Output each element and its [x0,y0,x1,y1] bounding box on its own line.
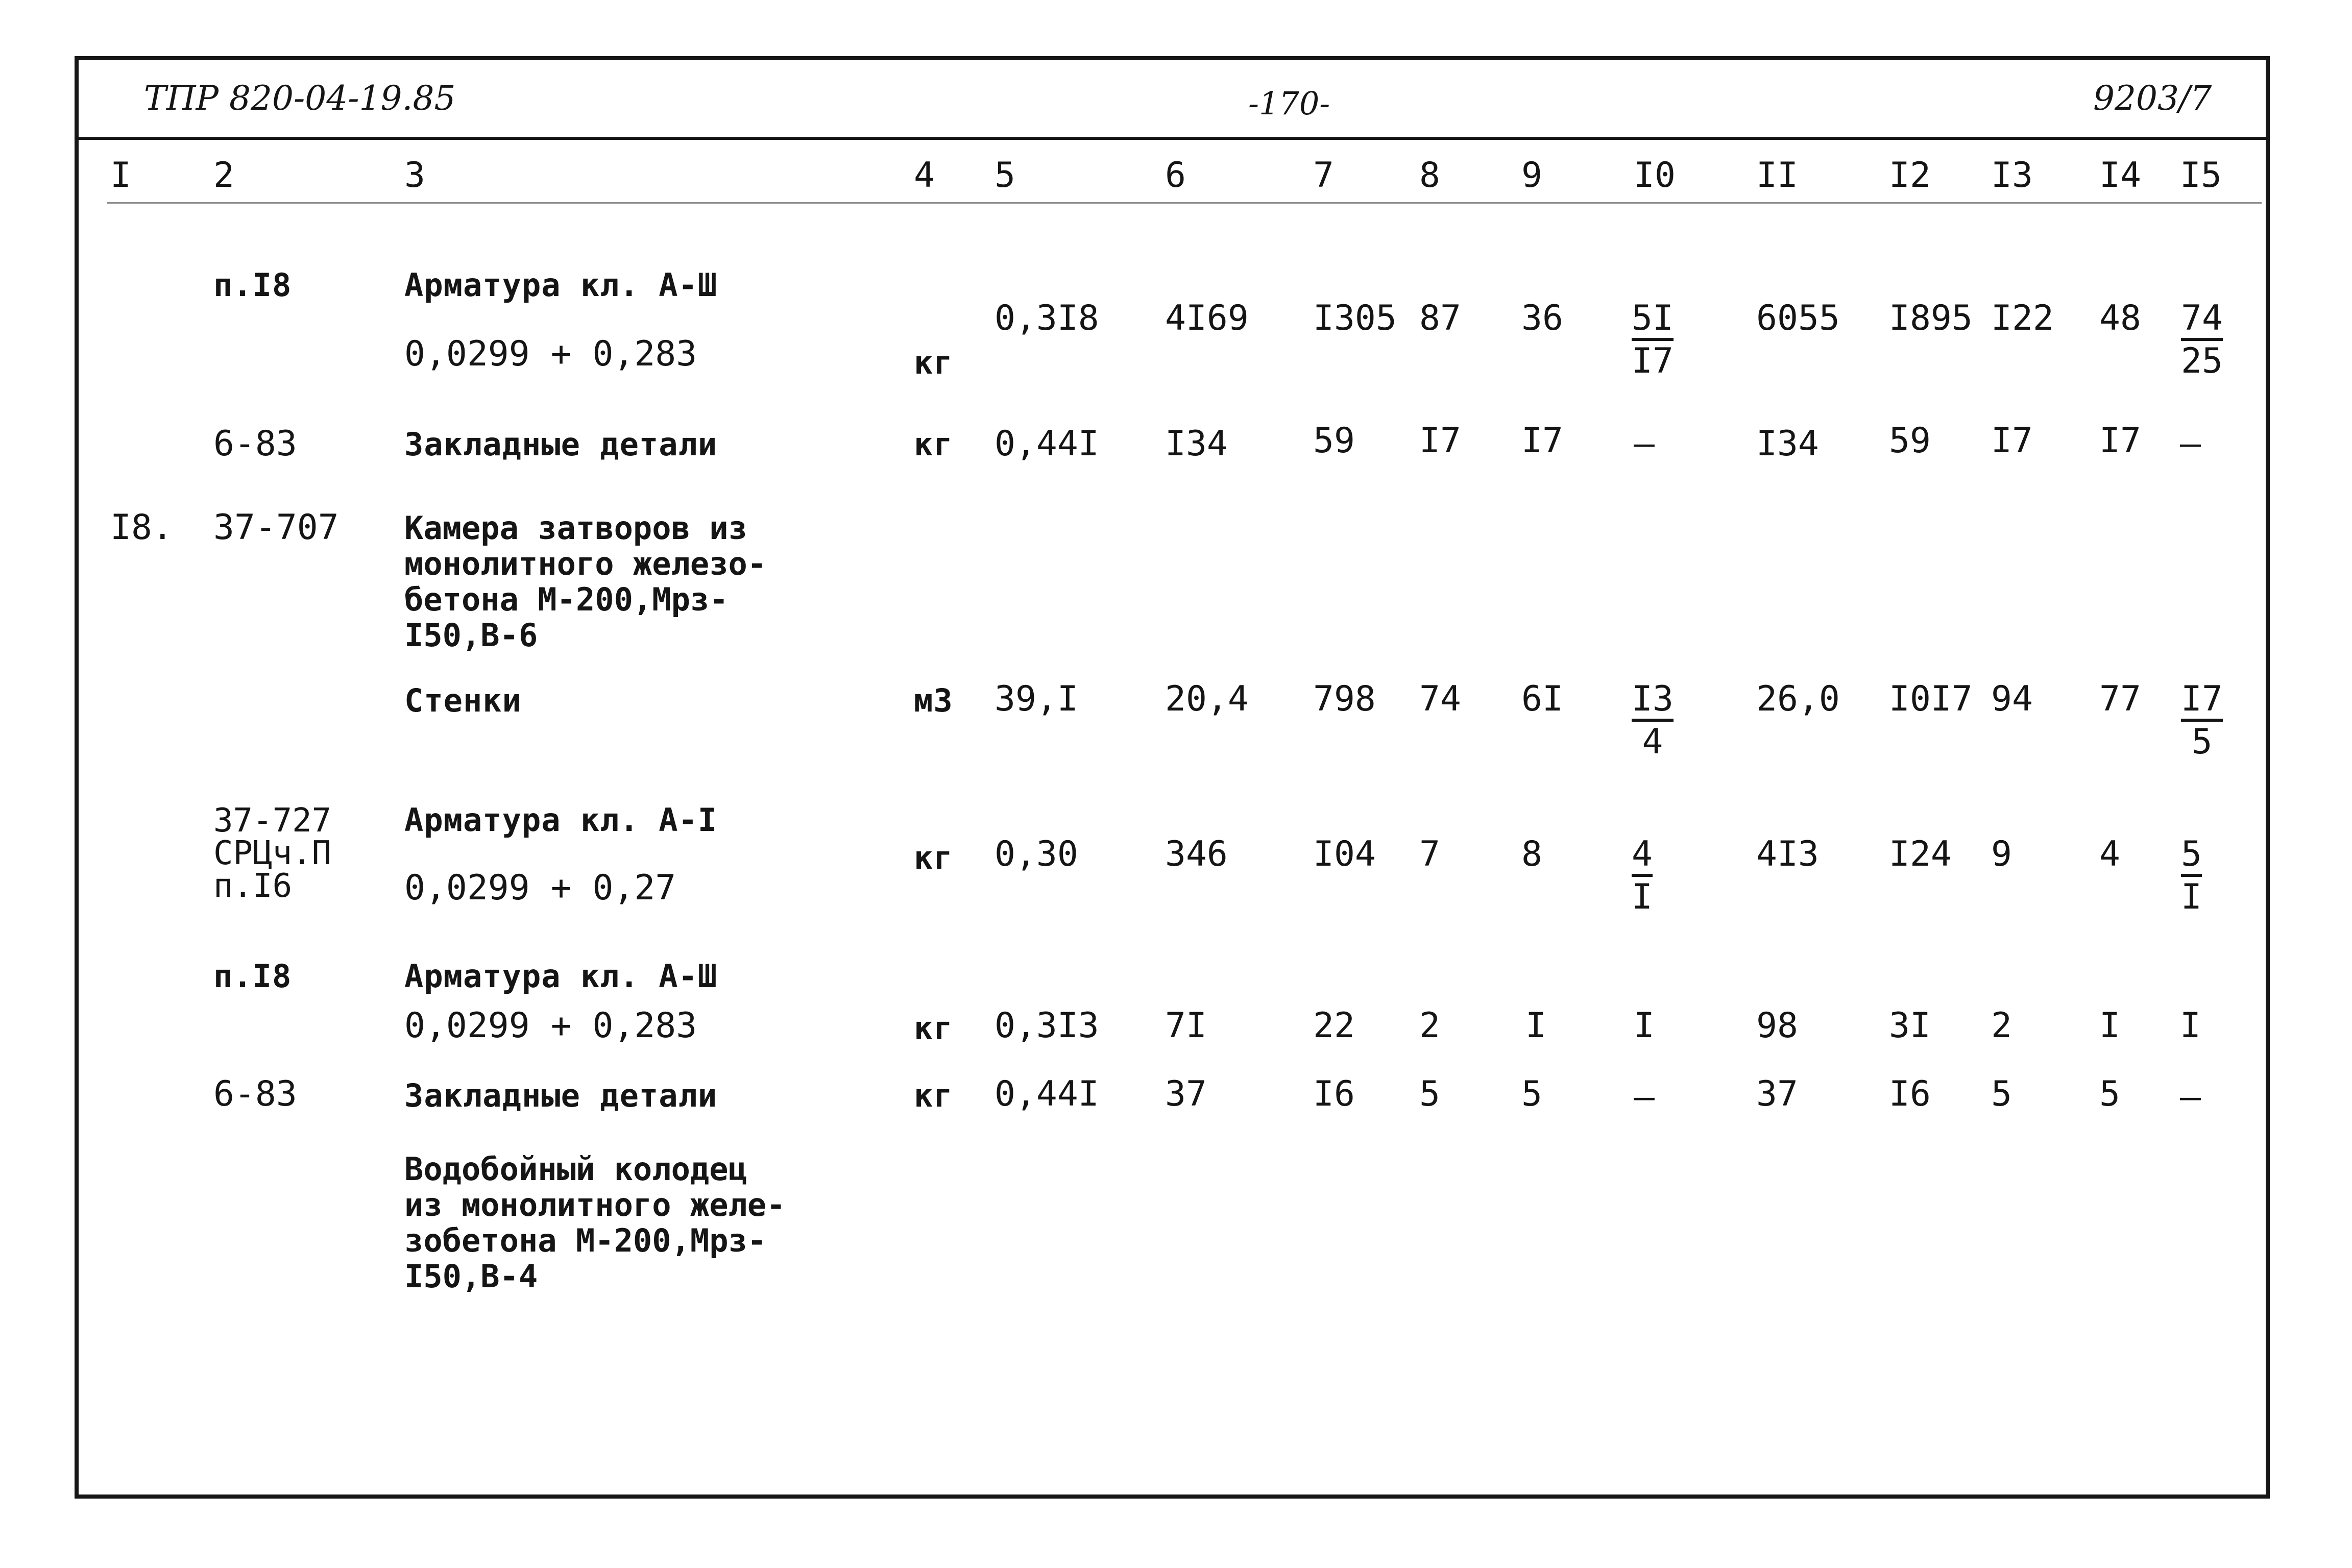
row-unit: кг [914,1077,953,1114]
row-name: Арматура кл. А-I [404,801,718,839]
denominator: I [1632,877,1653,917]
cell-9: 8 [1521,834,1542,874]
cell-12: I0I7 [1889,679,1973,719]
cell-6: 37 [1165,1074,1207,1114]
cell-6: 20,4 [1165,679,1249,719]
row-code: 37-707 [213,507,339,548]
column-header: I0 [1634,155,1676,195]
numerator: 4 [1632,837,1653,877]
cell-6: 4I69 [1165,298,1249,338]
row-formula: 0,0299 + 0,283 [404,1006,697,1046]
sheet-number: 9203/7 [2093,79,2212,118]
row-name-line: I50,В-4 [404,1258,538,1295]
cell-15: – [2180,424,2201,464]
row-code-line: 37-727 [213,802,332,840]
row-name: Арматура кл. А-Ш [404,958,718,995]
cell-8: 2 [1419,1006,1440,1046]
column-header: I4 [2099,155,2141,195]
row-code: 6-83 [213,424,297,464]
numerator: 74 [2181,301,2223,341]
row-name-line: Водобойный колодец [404,1150,747,1188]
cell-11: 37 [1756,1074,1798,1114]
cell-12: 59 [1889,421,1931,461]
cell-13: 9 [1991,834,2012,874]
column-header-rule [107,202,2262,204]
cell-9: 5 [1521,1074,1542,1114]
cell-7: I6 [1313,1074,1355,1114]
cell-8: 7 [1419,834,1440,874]
cell-7: 798 [1313,679,1376,719]
cell-10: – [1634,1077,1655,1117]
cell-11: 98 [1756,1006,1798,1046]
cell-11: 6055 [1756,298,1840,338]
column-header: I [110,155,131,195]
column-header: I3 [1991,155,2033,195]
row-name-line: I50,В-6 [404,617,538,654]
cell-11: I34 [1756,424,1819,464]
numerator: I3 [1632,682,1674,722]
cell-12: I6 [1889,1074,1931,1114]
cell-13: 94 [1991,679,2033,719]
cell-13: I7 [1991,421,2033,461]
numerator: I7 [2181,682,2223,722]
denominator: 4 [1642,722,1663,762]
row-code [213,802,332,905]
cell-13: 5 [1991,1074,2012,1114]
column-header: II [1756,155,1798,195]
row-name [404,510,766,653]
cell-10-fraction [1632,834,1653,917]
cell-11: 4I3 [1756,834,1819,874]
cell-15-fraction [2181,298,2223,381]
cell-10-fraction [1632,298,1674,381]
cell-8: 87 [1419,298,1461,338]
cell-9: I7 [1521,421,1563,461]
cell-15-fraction [2181,834,2202,917]
row-unit: кг [914,1010,953,1047]
row-code: п.I8 [213,266,292,304]
row-name: Закладные детали [404,426,718,463]
column-header: 3 [404,155,425,195]
row-unit: кг [914,344,953,381]
cell-5: 0,3I8 [995,298,1099,338]
cell-6: 346 [1165,834,1228,874]
cell-10: – [1634,424,1655,464]
cell-14: 77 [2099,679,2141,719]
cell-7: 59 [1313,421,1355,461]
cell-7: 22 [1313,1006,1355,1046]
row-name-line: из монолитного желе- [404,1186,786,1223]
column-header: 5 [995,155,1015,195]
row-number: I8. [110,507,173,548]
row-name [404,1152,786,1294]
cell-12: I24 [1889,834,1952,874]
cell-14: I7 [2099,421,2141,461]
document-code: ТПР 820-04-19.85 [144,79,456,118]
cell-10: I [1634,1006,1655,1046]
column-header: I2 [1889,155,1931,195]
cell-9: 36 [1521,298,1563,338]
page-frame [75,56,2270,1499]
numerator: 5 [2181,837,2202,877]
column-header: 7 [1313,155,1334,195]
row-name: Закладные детали [404,1077,718,1114]
cell-5: 0,44I [995,1074,1099,1114]
cell-14: 48 [2099,298,2141,338]
cell-14: 4 [2099,834,2120,874]
cell-12: 3I [1889,1006,1931,1046]
cell-15: I [2180,1006,2201,1046]
cell-6: I34 [1165,424,1228,464]
cell-9: I [1525,1006,1546,1046]
cell-6: 7I [1165,1006,1207,1046]
row-unit: кг [914,839,953,876]
row-name-line: Камера затворов из [404,509,747,547]
cell-7: I305 [1313,298,1397,338]
cell-12: I895 [1889,298,1973,338]
cell-9: 6I [1521,679,1563,719]
cell-14: I [2099,1006,2120,1046]
column-header: 9 [1521,155,1542,195]
row-code-line: п.I6 [213,867,293,905]
numerator: 5I [1632,301,1674,341]
cell-5: 0,30 [995,834,1078,874]
column-header: I5 [2180,155,2222,195]
cell-8: I7 [1419,421,1461,461]
cell-5: 0,3I3 [995,1006,1099,1046]
row-code: п.I8 [213,958,292,995]
row-code-line: СРЦч.П [213,835,332,872]
cell-13: I22 [1991,298,2054,338]
row-formula: 0,0299 + 0,27 [404,868,676,908]
cell-8: 5 [1419,1074,1440,1114]
row-name-line: бетона М-200,Мрз- [404,581,729,618]
row-name-line: зобетона М-200,Мрз- [404,1222,767,1259]
row-unit: м3 [914,682,953,719]
denominator: I7 [1632,341,1674,381]
column-header: 4 [914,155,935,195]
cell-13: 2 [1991,1006,2012,1046]
denominator: I [2181,877,2202,917]
denominator: 5 [2191,722,2213,762]
denominator: 25 [2181,341,2223,381]
cell-10-fraction [1632,679,1674,762]
row-code: 6-83 [213,1074,297,1114]
row-name: Арматура кл. А-Ш [404,266,718,304]
page-number: -170- [1248,85,1330,122]
cell-15: – [2180,1077,2201,1117]
cell-5: 0,44I [995,424,1099,464]
cell-5: 39,I [995,679,1078,719]
column-header: 6 [1165,155,1186,195]
cell-7: I04 [1313,834,1376,874]
cell-11: 26,0 [1756,679,1840,719]
cell-8: 74 [1419,679,1461,719]
column-header: 2 [213,155,234,195]
header-rule [79,137,2266,140]
row-name-line: монолитного железо- [404,545,767,582]
row-name: Стенки [404,682,522,719]
row-formula: 0,0299 + 0,283 [404,334,697,374]
column-header: 8 [1419,155,1440,195]
cell-15-fraction [2181,679,2223,762]
row-unit: кг [914,426,953,463]
cell-14: 5 [2099,1074,2120,1114]
